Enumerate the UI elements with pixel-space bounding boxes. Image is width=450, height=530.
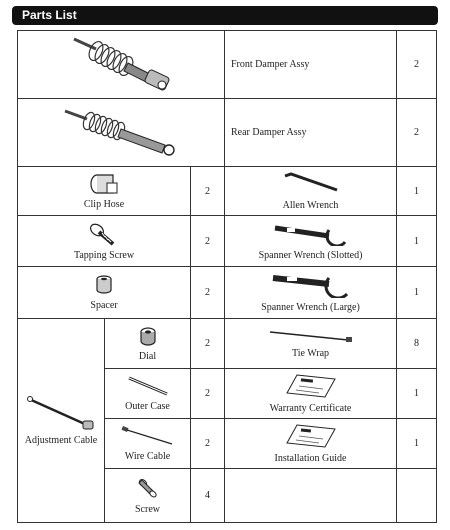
guide-cell	[225, 419, 397, 469]
spanner-slotted-cell	[225, 216, 397, 267]
parts-list-header	[12, 6, 438, 25]
tapping-screw-name: Tapping Screw	[73, 249, 135, 261]
parts-table	[17, 30, 437, 523]
guide-qty: 1	[397, 419, 437, 469]
guide-icon	[283, 423, 339, 449]
rear-damper-qty: 2	[397, 99, 437, 167]
certificate-qty: 1	[397, 369, 437, 419]
certificate-name: Warranty Certificate	[269, 403, 352, 414]
adjustment-cable-icon	[25, 395, 97, 431]
table-row	[18, 267, 437, 319]
clip-hose-cell	[18, 167, 191, 216]
spanner-large-icon	[269, 272, 353, 298]
outer-case-name: Outer Case	[125, 401, 170, 412]
front-damper-icon	[66, 33, 176, 93]
table-row	[18, 99, 437, 167]
spanner-slotted-icon	[271, 222, 351, 246]
certificate-cell	[225, 369, 397, 419]
page-title: Parts List	[22, 8, 77, 22]
allen-wrench-cell	[225, 167, 397, 216]
empty-cell	[225, 469, 397, 523]
empty-qty-cell	[397, 469, 437, 523]
clip-hose-icon	[87, 173, 121, 195]
wire-cable-cell	[105, 419, 191, 469]
tapping-screw-cell	[18, 216, 191, 267]
table-row	[18, 216, 437, 267]
guide-name: Installation Guide	[274, 453, 347, 464]
allen-wrench-name: Allen Wrench	[282, 199, 339, 211]
wire-cable-icon	[120, 425, 176, 447]
dial-qty: 2	[191, 319, 225, 369]
spanner-slotted-qty: 1	[397, 216, 437, 267]
outer-case-cell	[105, 369, 191, 419]
dial-name: Dial	[138, 351, 157, 362]
spacer-name: Spacer	[90, 300, 118, 311]
front-damper-qty: 2	[397, 31, 437, 99]
outer-case-qty: 2	[191, 369, 225, 419]
screw-cell	[105, 469, 191, 523]
spacer-cell	[18, 267, 191, 319]
front-damper-name: Front Damper Assy	[225, 31, 397, 99]
spanner-large-cell	[225, 267, 397, 319]
tie-wrap-qty: 8	[397, 319, 437, 369]
rear-damper-icon	[61, 103, 181, 159]
clip-hose-qty: 2	[191, 167, 225, 216]
spacer-icon	[94, 274, 114, 296]
table-row	[18, 31, 437, 99]
spanner-large-qty: 1	[397, 267, 437, 319]
table-row	[18, 319, 437, 369]
allen-wrench-qty: 1	[397, 167, 437, 216]
spanner-slotted-name: Spanner Wrench (Slotted)	[258, 249, 363, 261]
adjustment-cable-cell	[18, 319, 105, 523]
front-damper-image-cell	[18, 31, 225, 99]
clip-hose-name: Clip Hose	[83, 198, 125, 210]
wire-cable-name: Wire Cable	[124, 451, 171, 462]
tie-wrap-icon	[266, 328, 356, 344]
outer-case-icon	[125, 375, 171, 397]
screw-icon	[136, 476, 160, 500]
rear-damper-name: Rear Damper Assy	[225, 99, 397, 167]
screw-qty: 4	[191, 469, 225, 523]
adjustment-cable-name: Adjustment Cable	[24, 435, 98, 446]
rear-damper-image-cell	[18, 99, 225, 167]
spanner-large-name: Spanner Wrench (Large)	[261, 302, 360, 313]
tie-wrap-cell	[225, 319, 397, 369]
tapping-screw-qty: 2	[191, 216, 225, 267]
spacer-qty: 2	[191, 267, 225, 319]
tie-wrap-name: Tie Wrap	[291, 348, 330, 359]
screw-name: Screw	[135, 504, 160, 515]
allen-wrench-icon	[281, 172, 341, 196]
certificate-icon	[283, 373, 339, 399]
tapping-screw-icon	[89, 222, 119, 246]
table-row	[18, 167, 437, 216]
dial-icon	[138, 325, 158, 347]
dial-cell	[105, 319, 191, 369]
wire-cable-qty: 2	[191, 419, 225, 469]
